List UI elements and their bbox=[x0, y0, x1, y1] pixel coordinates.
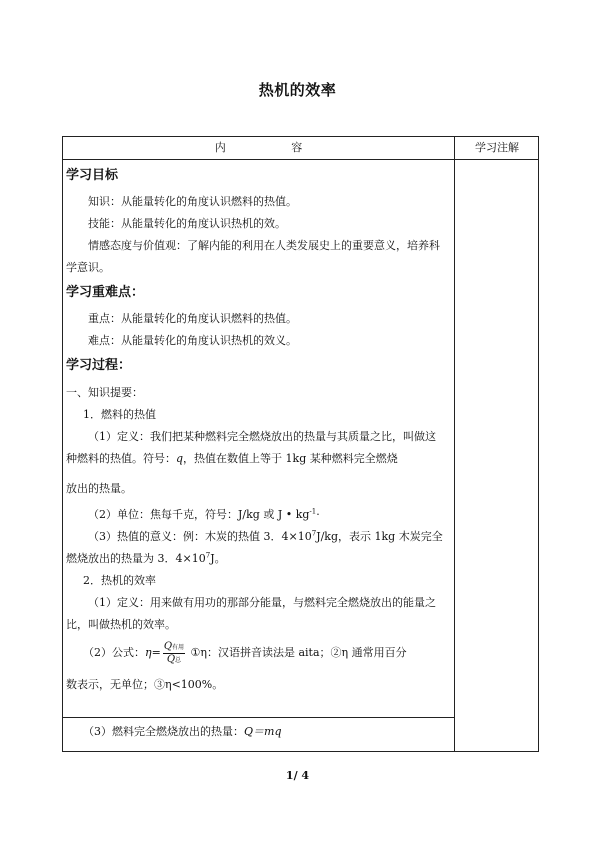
key-point-focus: 重点：从能量转化的角度认识燃料的热值。 bbox=[88, 312, 297, 325]
heat-formula: Q＝mq bbox=[244, 725, 282, 738]
page-title: 热机的效率 bbox=[258, 81, 337, 99]
heat-formula-row: （3）燃料完全燃烧放出的热量：Q＝mq bbox=[83, 725, 282, 738]
efficiency-fraction: $\frac{\text{Q有用}}{\text{Q总}}$ bbox=[163, 640, 185, 665]
row-divider bbox=[63, 717, 454, 718]
item2-definition: （1）定义：用来做有用功的那部分能量，与燃料完全燃烧放出的能量之比，叫做热机的效率。 bbox=[66, 596, 436, 631]
header-notes: 学习注解 bbox=[475, 141, 519, 154]
item1-title: 1．燃料的热值 bbox=[83, 408, 156, 421]
key-point-difficulty: 难点：从能量转化的角度认识热机的效义。 bbox=[88, 334, 297, 347]
efficiency-note: 数表示，无单位；③η<100%。 bbox=[66, 678, 224, 691]
process-intro: 一、知识提要： bbox=[66, 386, 143, 399]
content-column bbox=[63, 160, 454, 696]
item1-definition: （1）定义：我们把某种燃料完全燃烧放出的热量与其质量之比，叫做这种燃料的热值。符号：q，热值在数值上等于 1kg 某种燃料完全燃烧 bbox=[66, 430, 436, 465]
process-heading: 学习过程： bbox=[66, 358, 132, 373]
heat-value-symbol: q bbox=[176, 452, 184, 465]
efficiency-formula: （2）公式：η= $\frac{\text{Q有用}}{\text{Q总}}$ ①η：汉语拼音读法是 aita；②η 通常用百分 bbox=[83, 640, 407, 665]
item1-unit: （2）单位：焦每千克，符号：J/kg 或 J • $kg^{-1}\cdot$ bbox=[88, 507, 320, 521]
key-points-heading: 学习重难点： bbox=[66, 285, 145, 300]
goal-attitude: 情感态度与价值观：了解内能的利用在人类发展史上的重要意义，培养科学意识。 bbox=[66, 239, 440, 274]
item1-meaning: （3）热值的意义：例：木炭的热值 3．$4\times 10^7J/kg$，表示 1kg 木炭完全燃烧放出的热量为 3．$4\times 10^7J$。 bbox=[66, 529, 443, 565]
item1-definition-end: 放出的热量。 bbox=[66, 482, 132, 495]
header-content: 内 容 bbox=[214, 141, 303, 154]
goal-knowledge: 知识：从能量转化的角度认识燃料的热值。 bbox=[88, 195, 297, 208]
goal-skill: 技能：从能量转化的角度认识热机的效。 bbox=[88, 217, 286, 230]
goals-heading: 学习目标 bbox=[66, 168, 119, 183]
item2-title: 2．热机的效率 bbox=[83, 574, 156, 587]
column-divider bbox=[454, 137, 455, 751]
lesson-table bbox=[62, 136, 539, 752]
page-number: 1/ 4 bbox=[285, 769, 310, 782]
